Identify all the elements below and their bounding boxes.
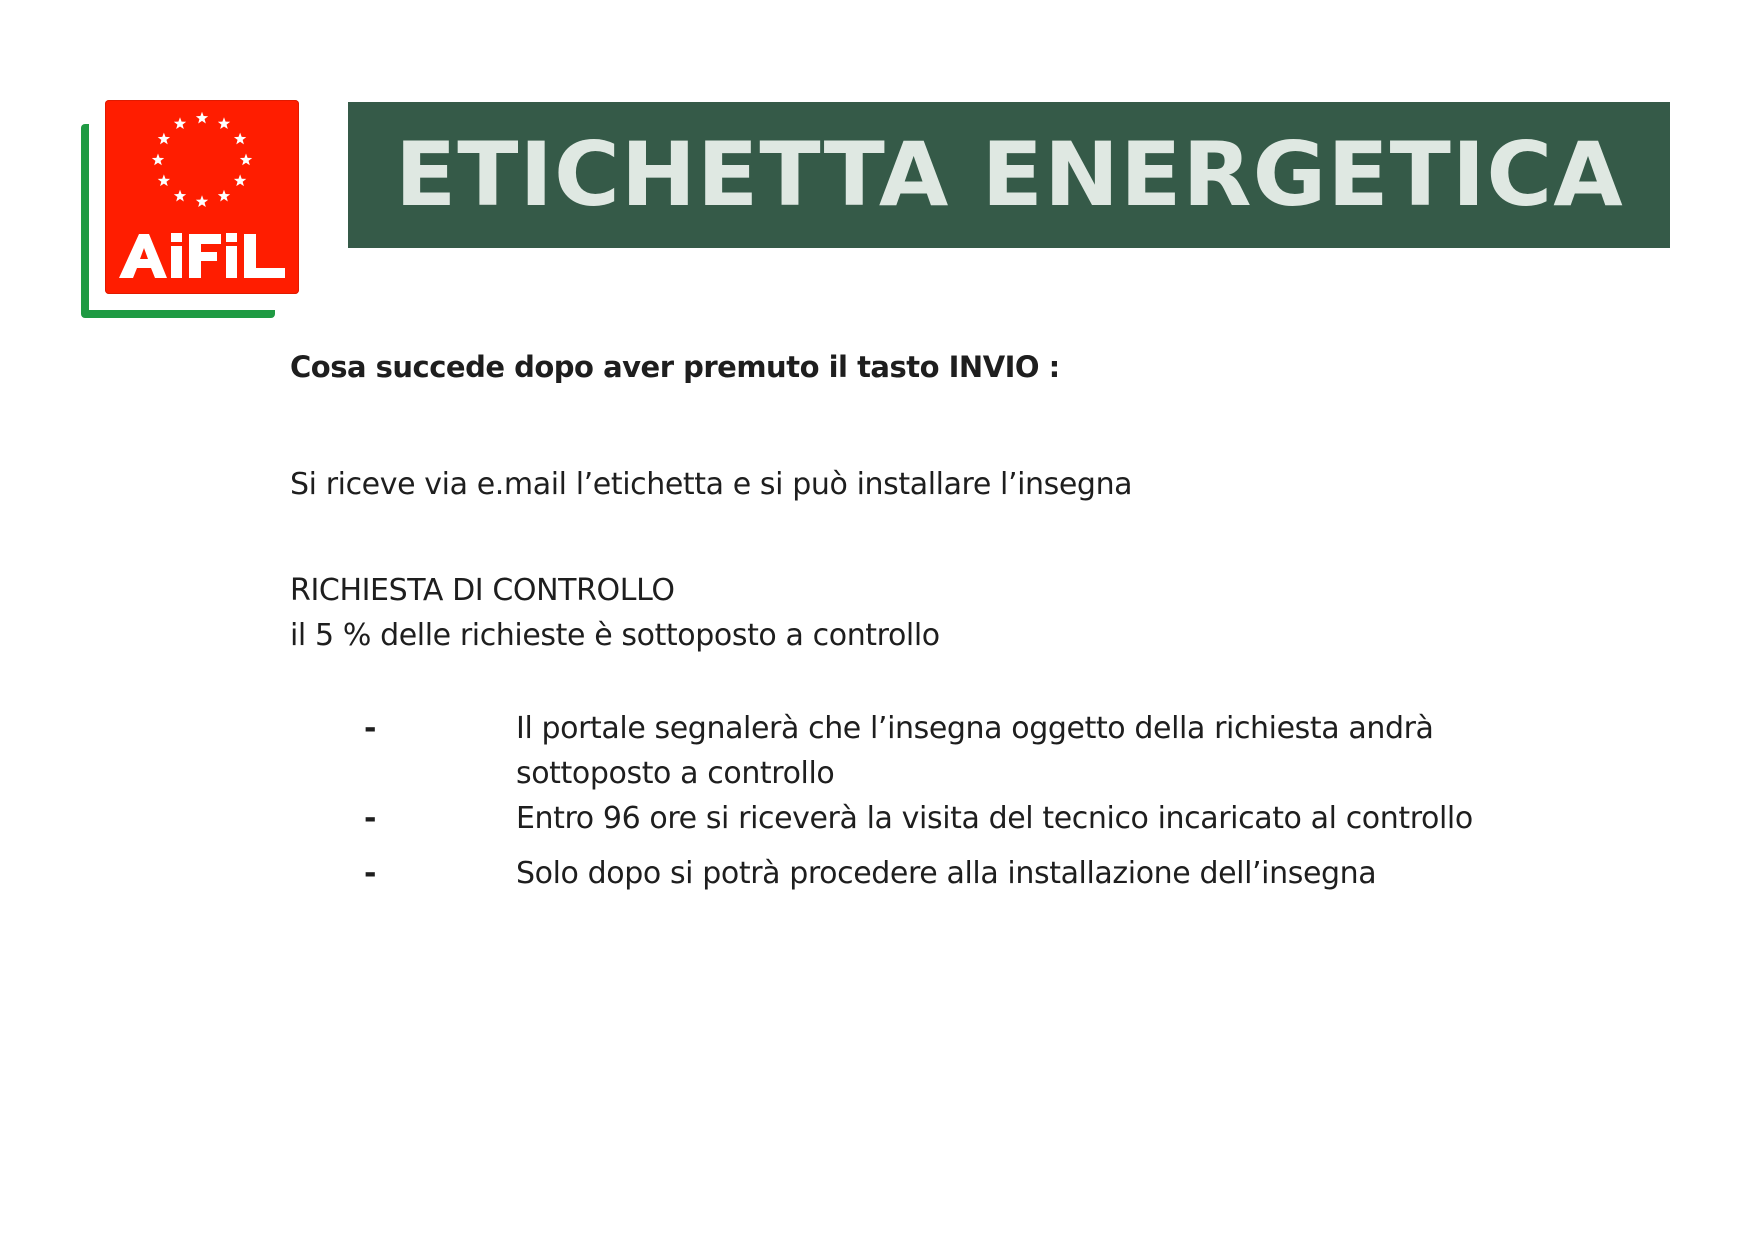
list-item xyxy=(364,706,1516,796)
aifil-wordmark xyxy=(105,218,299,288)
paragraph-email: Si riceve via e.mail l’etichetta e si può installare l’insegna xyxy=(290,467,1133,502)
list-item xyxy=(364,796,1516,841)
section-heading: Cosa succede dopo aver premuto il tasto INVIO : xyxy=(290,350,1060,384)
star-icon xyxy=(158,174,170,186)
bullet-text: Solo dopo si potrà procedere alla installazione dell’insegna xyxy=(516,856,1377,891)
star-icon xyxy=(196,112,208,124)
paragraph-control-title: RICHIESTA DI CONTROLLO xyxy=(290,573,675,608)
title-banner xyxy=(348,102,1670,248)
star-icon xyxy=(218,117,230,129)
bullet-marker: - xyxy=(364,711,377,746)
eu-stars-icon xyxy=(105,100,299,220)
star-icon xyxy=(174,190,186,202)
bullet-list xyxy=(364,706,1473,896)
bullet-text: Entro 96 ore si riceverà la visita del tecnico incaricato al controllo xyxy=(516,801,1473,836)
star-icon xyxy=(152,154,164,166)
logo-red-plate xyxy=(105,100,299,294)
star-icon xyxy=(174,117,186,129)
page-title: ETICHETTA ENERGETICA xyxy=(394,123,1624,226)
star-icon xyxy=(234,133,246,145)
star-icon xyxy=(240,154,252,166)
bullet-marker: - xyxy=(364,801,377,836)
list-item xyxy=(364,851,1516,896)
paragraph-control-percent: il 5 % delle richieste è sottoposto a controllo xyxy=(290,618,940,653)
star-icon xyxy=(158,133,170,145)
bullet-text: Il portale segnalerà che l’insegna oggetto della richiesta andrà sottoposto a controllo xyxy=(516,711,1434,791)
star-icon xyxy=(218,190,230,202)
aifil-logo xyxy=(81,100,301,318)
star-icon xyxy=(196,195,208,207)
star-icon xyxy=(234,174,246,186)
bullet-marker: - xyxy=(364,856,377,891)
